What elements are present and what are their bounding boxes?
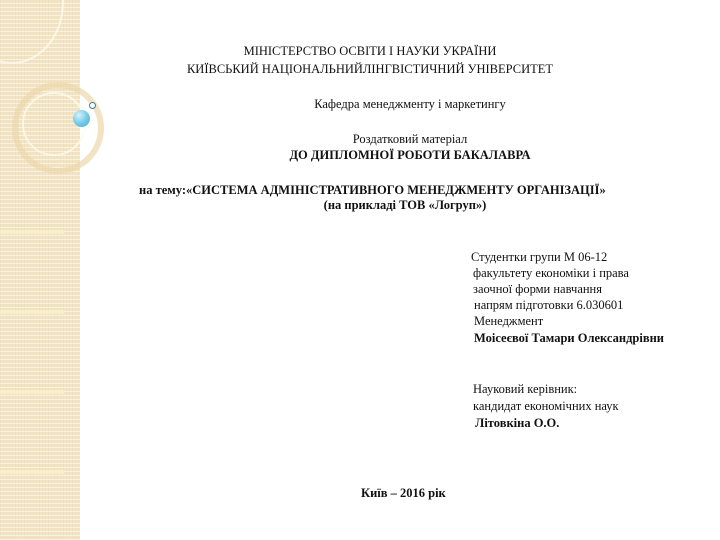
supervisor-degree: кандидат економічних наук (473, 399, 619, 413)
decorative-small-ring-icon (89, 102, 96, 109)
work-type-heading: ДО ДИПЛОМНОЇ РОБОТИ БАКАЛАВРА (289, 148, 531, 162)
student-group: Студентки групи М 06-12 (471, 250, 608, 264)
student-faculty: факультету економіки і права (473, 266, 629, 280)
department-label: Кафедра менеджменту і маркетингу (314, 97, 506, 111)
supervisor-label: Науковий керівник: (473, 382, 578, 396)
topic-heading: на тему:«СИСТЕМА АДМІНІСТРАТИВНОГО МЕНЕДЖМЕНТУ ОРГАНІЗАЦІЇ» (139, 183, 606, 197)
university-heading: КИЇВСЬКИЙ НАЦІОНАЛЬНИЙЛІНГВІСТИЧНИЙ УНІВЕРСИТЕТ (186, 62, 554, 76)
decorative-band (0, 390, 64, 394)
decorative-band (0, 310, 64, 314)
supervisor-name: Літовкіна О.О. (475, 416, 560, 430)
student-specialty: Менеджмент (474, 314, 544, 328)
student-name: Моісеєвої Тамари Олександрівни (474, 331, 664, 345)
topic-example: (на прикладі ТОВ «Логруп») (323, 198, 487, 212)
material-label: Роздатковий матеріал (352, 132, 468, 146)
city-year: Київ – 2016 рік (361, 486, 446, 500)
decorative-blue-ball-icon (73, 110, 90, 127)
student-direction: напрям підготовки 6.030601 (474, 298, 624, 312)
decorative-band (0, 230, 64, 234)
student-form: заочної форми навчання (473, 282, 602, 296)
ministry-heading: МІНІСТЕРСТВО ОСВІТИ І НАУКИ УКРАЇНИ (243, 44, 497, 58)
decorative-arc (0, 0, 64, 64)
decorative-side-strip (0, 0, 80, 540)
decorative-band (0, 470, 64, 474)
